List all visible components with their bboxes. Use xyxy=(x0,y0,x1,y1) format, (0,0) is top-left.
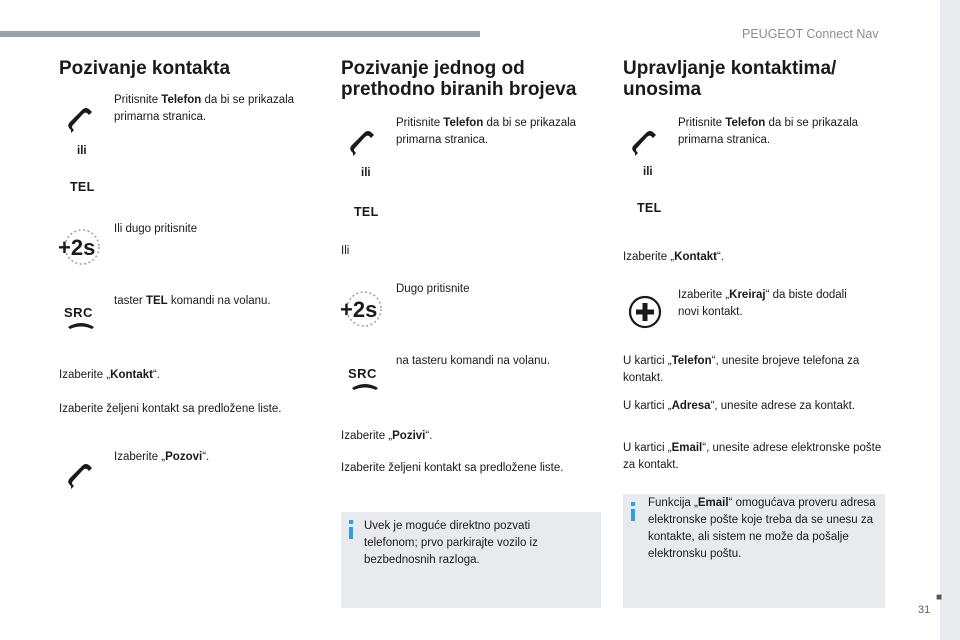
col2-select-calls: Izaberite „Pozivi“. xyxy=(341,430,433,442)
src-button-label: SRC xyxy=(64,305,93,320)
section-title-recent-calls: Pozivanje jednog od prethodno biranih brojeva xyxy=(341,58,577,100)
tel-button-label: TEL xyxy=(70,180,95,194)
section-title-manage-contacts: Upravljanje kontaktima/ unosima xyxy=(623,58,837,100)
info-note-text: Funkcija „Email“ omogućava proveru adresa elektronske pošte koje treba da se unesu za kontakte, ali sistem ne može da pošalje elektronsku poštu. xyxy=(648,497,876,560)
handset-icon xyxy=(350,382,380,392)
page-edge-strip xyxy=(940,0,960,640)
info-icon xyxy=(631,509,635,521)
src-button-label: SRC xyxy=(348,366,377,381)
page-marker: ■ xyxy=(936,592,943,603)
brand-label: PEUGEOT Connect Nav xyxy=(742,27,879,41)
tel-button-label: TEL xyxy=(637,201,662,215)
col1-select-calls: Izaberite „Pozovi“. xyxy=(114,451,210,463)
col1-select-contact: Izaberite „Kontakt“. xyxy=(59,369,160,381)
info-note xyxy=(341,512,601,608)
info-note-text: Uvek je moguće direktno pozvati telefonom; prvo parkirajte vozilo iz bezbednosnih razloga. xyxy=(364,520,538,566)
col3-tab-phone: U kartici „Telefon“, unesite brojeve telefona za kontakt. xyxy=(623,355,860,384)
col3-tab-email: U kartici „Email“, unesite adrese elektronske pošte za kontakt. xyxy=(623,442,882,471)
phone-icon xyxy=(62,460,98,490)
or-label: ili xyxy=(643,166,653,178)
long-press-2s-icon xyxy=(338,289,382,329)
long-press-2s-icon xyxy=(56,227,100,267)
header-rule xyxy=(0,31,480,37)
plus2s-glyph: +2s xyxy=(340,297,378,322)
col1-select-from-list: Izaberite željeni kontakt sa predložene liste. xyxy=(59,403,282,415)
or-label: ili xyxy=(77,145,87,157)
plus2s-glyph: +2s xyxy=(58,235,96,260)
info-note xyxy=(623,494,885,608)
col3-tab-address: U kartici „Adresa“, unesite adrese za kontakt. xyxy=(623,400,856,412)
col1-step1-text: Pritisnite Telefon da bi se prikazala primarna stranica. xyxy=(114,94,295,123)
col3-step1-text: Pritisnite Telefon da bi se prikazala primarna stranica. xyxy=(678,117,859,146)
col1-long-press-text: Ili dugo pritisnite xyxy=(114,223,198,235)
phone-icon xyxy=(62,104,98,134)
col2-src-text: na tasteru komandi na volanu. xyxy=(396,355,551,367)
tel-button-label: TEL xyxy=(354,205,379,219)
col2-long-press-text: Dugo pritisnite xyxy=(396,283,470,295)
or-label: ili xyxy=(361,167,371,179)
col2-or-text: Ili xyxy=(341,245,350,257)
col2-select-from-list: Izaberite željeni kontakt sa predložene liste. xyxy=(341,462,564,474)
col3-select-contact: Izaberite „Kontakt“. xyxy=(623,251,724,263)
phone-icon xyxy=(626,127,662,157)
col1-src-text: taster TEL komandi na volanu. xyxy=(114,295,271,307)
col3-create-text: Izaberite „Kreiraj“ da biste dodali novi kontakt. xyxy=(678,289,847,318)
section-title-call-contact: Pozivanje kontakta xyxy=(59,58,231,79)
page-number: 31 xyxy=(918,604,931,616)
handset-icon xyxy=(66,321,96,331)
phone-icon xyxy=(344,127,380,157)
add-contact-icon xyxy=(628,295,662,329)
col2-step1-text: Pritisnite Telefon da bi se prikazala primarna stranica. xyxy=(396,117,577,146)
info-icon xyxy=(349,527,353,539)
